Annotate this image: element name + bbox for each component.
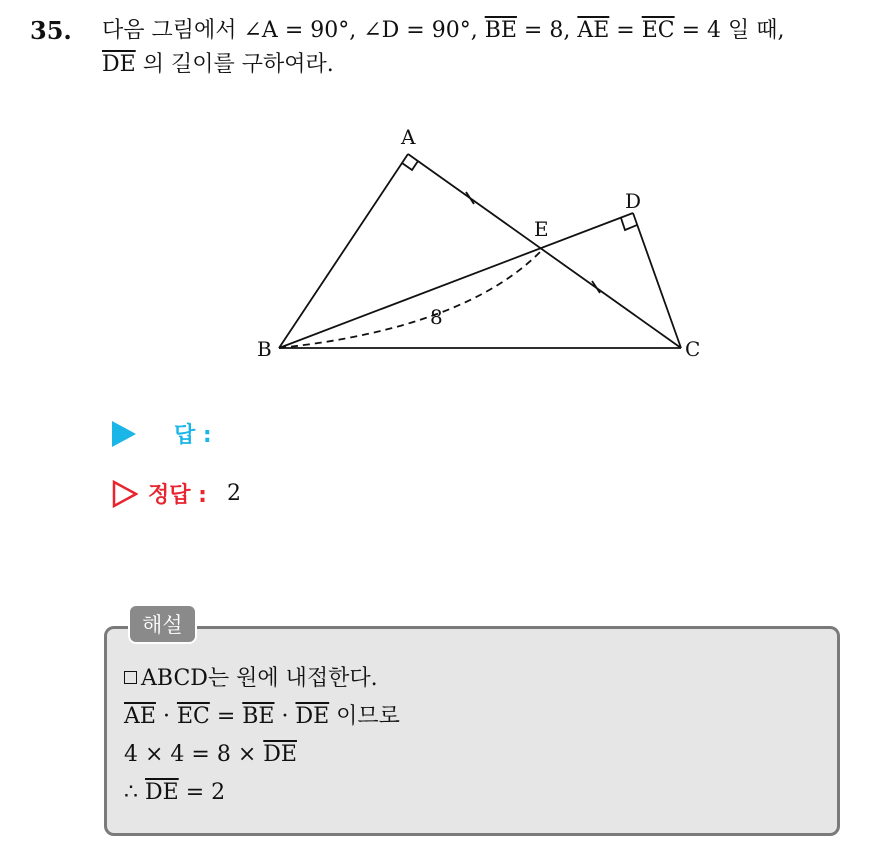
sol-equals: = — [209, 704, 243, 729]
segment-ab — [279, 154, 408, 348]
sol-segment-ae: $\overline{AE}$ — [124, 704, 156, 729]
sol-line-4-prefix: ∴ — [124, 780, 145, 805]
answer-row — [112, 418, 212, 449]
segment-dc — [633, 213, 681, 348]
right-angle-mark-a — [402, 161, 418, 170]
problem-text-prefix: 다음 그림에서 ∠A = 90°, ∠D = 90°, — [102, 18, 485, 43]
sol-line-3-prefix: 4 × 4 = 8 × — [124, 742, 264, 767]
sol-segment-be: $\overline{BE}$ — [242, 704, 275, 729]
sol-segment-ec: $\overline{EC}$ — [176, 704, 210, 729]
geometry-figure — [255, 120, 725, 374]
solution-lines — [124, 660, 400, 812]
sol-dot-2: · — [274, 704, 296, 729]
segment-bd — [279, 213, 633, 348]
sol-segment-de: $\overline{DE}$ — [295, 704, 330, 729]
segment-ae: $\overline{AE}$ — [577, 18, 610, 43]
label-length-8: 8 — [430, 305, 443, 329]
solution-line-1 — [124, 660, 400, 698]
equals-sign: = — [609, 18, 642, 43]
square-icon — [124, 671, 137, 684]
problem-text — [102, 14, 872, 82]
correct-answer-row — [112, 478, 241, 509]
play-icon — [112, 421, 136, 447]
tick-mark-ae — [466, 192, 474, 204]
problem-question: 의 길이를 구하여라. — [135, 52, 334, 77]
solution-line-4 — [124, 774, 400, 812]
play-outline-icon — [112, 480, 138, 508]
sol-line-2-suffix: 이므로 — [329, 704, 400, 729]
segment-de: $\overline{DE}$ — [102, 52, 136, 77]
problem-number: 35. — [30, 16, 72, 45]
problem-text-mid: = 8, — [516, 18, 578, 43]
segment-ac — [408, 154, 681, 348]
segment-be: $\overline{BE}$ — [484, 18, 517, 43]
solution-line-2 — [124, 698, 400, 736]
answer-label: 답 : — [174, 423, 212, 448]
tick-mark-ec — [592, 281, 600, 293]
sol-line-4-de: $\overline{DE}$ — [145, 780, 179, 805]
correct-answer-value: 2 — [226, 481, 241, 506]
segment-ec: $\overline{EC}$ — [641, 18, 675, 43]
sol-line-4-suffix: = 2 — [178, 780, 226, 805]
solution-line-1-text: ABCD는 원에 내접한다. — [141, 666, 378, 691]
label-b: B — [257, 337, 272, 361]
label-a: A — [401, 125, 416, 149]
label-c: C — [685, 337, 701, 361]
sol-dot-1: · — [155, 704, 177, 729]
solution-tag: 해설 — [128, 604, 197, 644]
label-e: E — [534, 217, 549, 241]
triangle-diagram — [255, 120, 725, 370]
correct-answer-label: 정답 : — [148, 483, 207, 508]
label-d: D — [625, 189, 642, 213]
problem-text-suffix: = 4 일 때, — [674, 18, 785, 43]
solution-line-3 — [124, 736, 400, 774]
sol-line-3-de: $\overline{DE}$ — [263, 742, 297, 767]
